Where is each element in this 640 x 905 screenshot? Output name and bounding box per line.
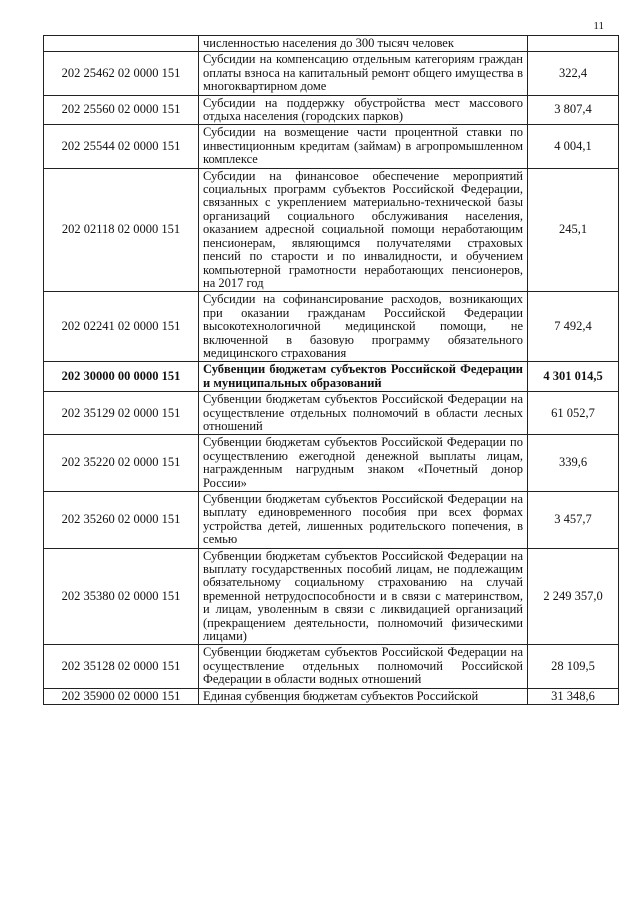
description-cell: численностью населения до 300 тысяч человек: [199, 36, 528, 52]
amount-cell: 322,4: [528, 52, 619, 95]
table-row: [44, 492, 619, 549]
budget-code-cell: 202 30000 00 0000 151: [44, 362, 199, 392]
page-number: 11: [593, 20, 604, 32]
amount-cell: 245,1: [528, 168, 619, 292]
budget-code-cell: 202 25462 02 0000 151: [44, 52, 199, 95]
description-cell: Единая субвенция бюджетам субъектов Российской: [199, 688, 528, 704]
table-row: [44, 688, 619, 704]
budget-code-cell: 202 35129 02 0000 151: [44, 392, 199, 435]
table-row: [44, 168, 619, 292]
table-row: [44, 645, 619, 688]
amount-cell: 3 457,7: [528, 492, 619, 549]
description-cell: Субвенции бюджетам субъектов Российской Федерации на осуществление отдельных полномочий в области лесных отношений: [199, 392, 528, 435]
table-row: [44, 95, 619, 125]
table-row: [44, 548, 619, 645]
budget-code-cell: 202 35380 02 0000 151: [44, 548, 199, 645]
table-row: [44, 292, 619, 362]
table-row: [44, 435, 619, 492]
description-cell: Субвенции бюджетам субъектов Российской Федерации на осуществление отдельных полномочий Российской Федерации в области водных отношений: [199, 645, 528, 688]
budget-revenue-table: [43, 35, 619, 705]
description-cell: Субсидии на софинансирование расходов, возникающих при оказании гражданам Российской Федерации высокотехнологичной медицинской помощи, не включенной в базовую программу обязательного медицинского страхования: [199, 292, 528, 362]
amount-cell: 3 807,4: [528, 95, 619, 125]
description-cell: Субвенции бюджетам субъектов Российской Федерации на выплату единовременного пособия при всех формах устройства детей, лишенных родительского попечения, в семью: [199, 492, 528, 549]
amount-cell: 4 301 014,5: [528, 362, 619, 392]
description-cell: Субвенции бюджетам субъектов Российской Федерации на выплату государственных пособий лицам, не подлежащим обязательному социальному страхованию на случай временной нетрудоспособности и в связи с материнством, и лицам, уволенным в связи с ликвидацией организаций (прекращением деятельности, полномочий физическими лицами): [199, 548, 528, 645]
budget-code-cell: 202 35128 02 0000 151: [44, 645, 199, 688]
amount-cell: [528, 36, 619, 52]
description-cell: Субсидии на поддержку обустройства мест массового отдыха населения (городских парков): [199, 95, 528, 125]
description-cell: Субсидии на финансовое обеспечение мероприятий социальных программ субъектов Российской Федерации, связанных с укреплением материально-технической базы организаций социального обслуживания населения, оказанием адресной социальной помощи неработающим пенсионерам, являющимся получателями страховых пенсий по старости и по инвалидности, и обучением компьютерной грамотности неработающих пенсионеров, на 2017 год: [199, 168, 528, 292]
amount-cell: 4 004,1: [528, 125, 619, 168]
budget-code-cell: 202 02241 02 0000 151: [44, 292, 199, 362]
budget-code-cell: [44, 36, 199, 52]
budget-code-cell: 202 25560 02 0000 151: [44, 95, 199, 125]
table-row: [44, 392, 619, 435]
budget-code-cell: 202 35220 02 0000 151: [44, 435, 199, 492]
amount-cell: 31 348,6: [528, 688, 619, 704]
table-row: [44, 362, 619, 392]
budget-code-cell: 202 02118 02 0000 151: [44, 168, 199, 292]
budget-code-cell: 202 35260 02 0000 151: [44, 492, 199, 549]
description-cell: Субвенции бюджетам субъектов Российской Федерации и муниципальных образований: [199, 362, 528, 392]
table-row: [44, 125, 619, 168]
amount-cell: 339,6: [528, 435, 619, 492]
description-cell: Субсидии на компенсацию отдельным категориям граждан оплаты взноса на капитальный ремонт общего имущества в многоквартирном доме: [199, 52, 528, 95]
budget-code-cell: 202 35900 02 0000 151: [44, 688, 199, 704]
amount-cell: 2 249 357,0: [528, 548, 619, 645]
table-row: [44, 36, 619, 52]
amount-cell: 7 492,4: [528, 292, 619, 362]
description-cell: Субвенции бюджетам субъектов Российской Федерации по осуществлению ежегодной денежной выплаты лицам, награжденным нагрудным знаком «Почетный донор России»: [199, 435, 528, 492]
table-row: [44, 52, 619, 95]
amount-cell: 28 109,5: [528, 645, 619, 688]
budget-code-cell: 202 25544 02 0000 151: [44, 125, 199, 168]
amount-cell: 61 052,7: [528, 392, 619, 435]
description-cell: Субсидии на возмещение части процентной ставки по инвестиционным кредитам (займам) в агропромышленном комплексе: [199, 125, 528, 168]
